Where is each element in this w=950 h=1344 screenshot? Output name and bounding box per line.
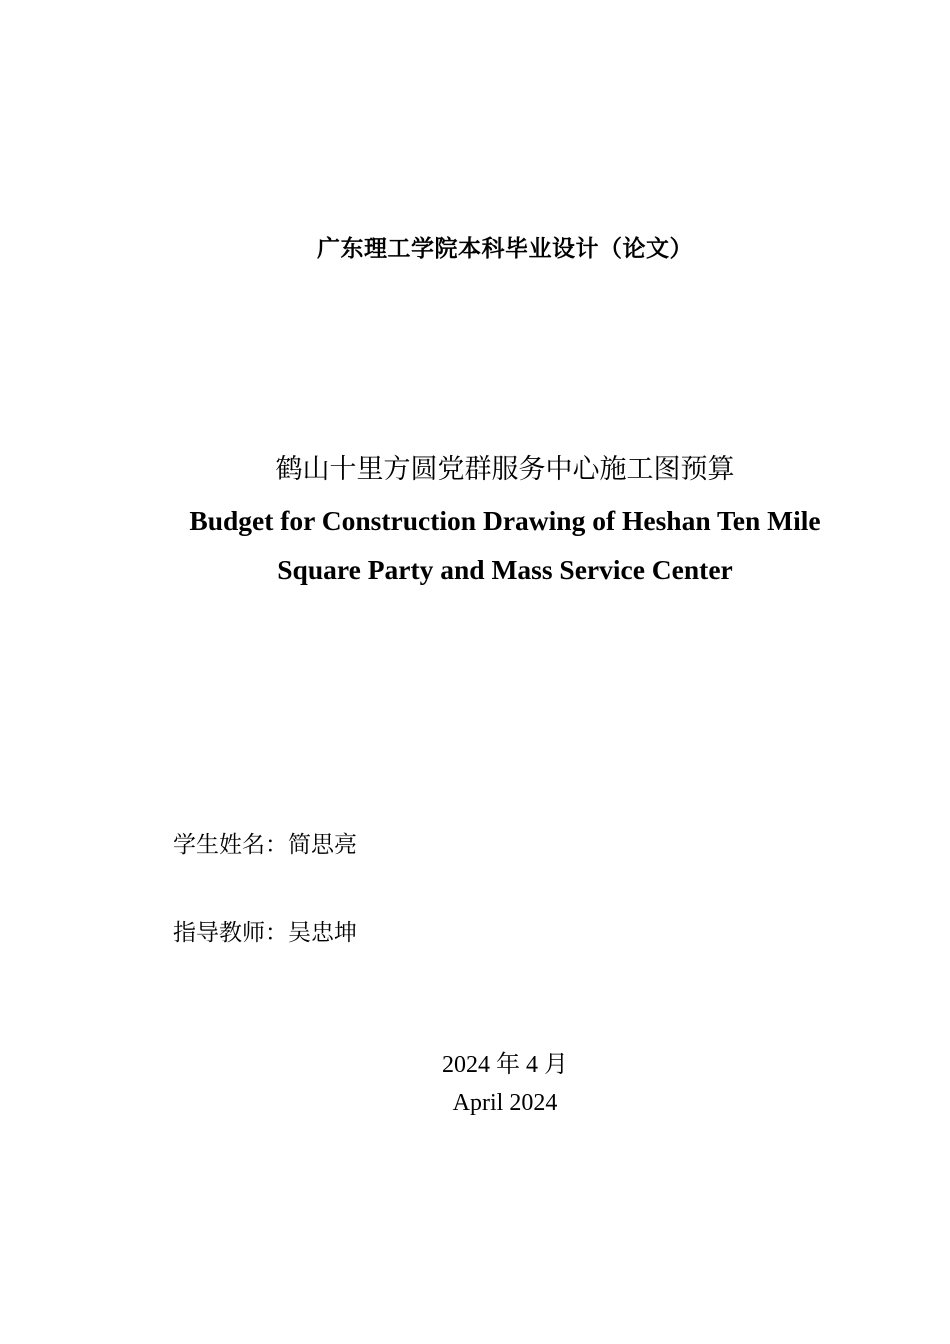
student-label: 学生姓名： bbox=[173, 832, 288, 858]
school-title: 广东理工学院本科毕业设计（论文） bbox=[317, 236, 693, 262]
advisor-info bbox=[173, 914, 357, 947]
thesis-title-english-line-1: Budget for Construction Drawing of Heshan Ten Mile bbox=[189, 505, 821, 536]
advisor-name: 吴忠坤 bbox=[288, 920, 357, 946]
thesis-title-chinese: 鹤山十里方圆党群服务中心施工图预算 bbox=[275, 454, 735, 485]
student-name: 简思亮 bbox=[288, 832, 357, 858]
thesis-title-english-line-2: Square Party and Mass Service Center bbox=[277, 554, 733, 585]
student-info bbox=[173, 826, 357, 859]
date-chinese: 2024 年 4 月 bbox=[442, 1052, 568, 1078]
advisor-label: 指导教师： bbox=[173, 920, 288, 946]
date-english: April 2024 bbox=[452, 1090, 558, 1116]
